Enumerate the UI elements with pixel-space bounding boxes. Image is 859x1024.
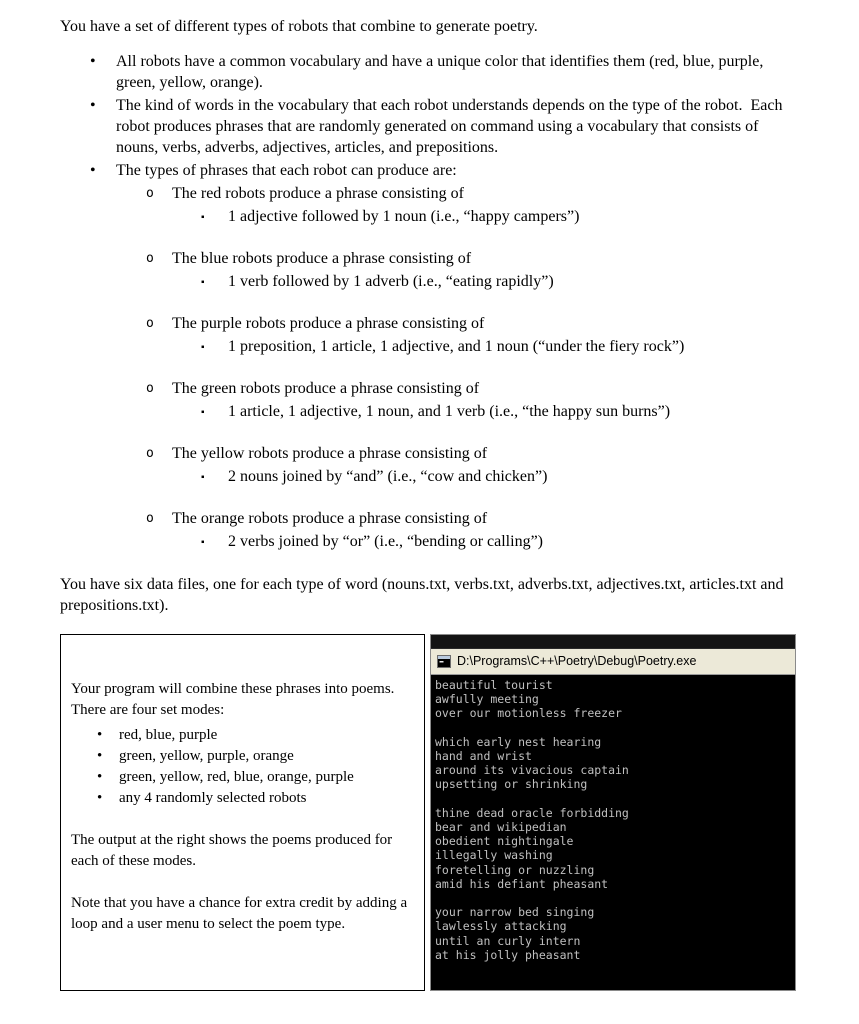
bullet-phrase-types: • The types of phrases that each robot can produce are:	[90, 162, 457, 179]
console-window-screenshot	[430, 634, 796, 991]
bullet-word-kinds: • The kind of words in the vocabulary that each robot understands depends on the type of the robot. Each robot produces phrases that are randomly generated on command using a vocabulary that consists of nouns, verbs, adverbs, adjectives, articles, and prepositions.	[90, 97, 787, 156]
square-bullet-icon: ▪	[201, 537, 205, 548]
console-line: hand and wrist	[435, 749, 532, 763]
console-line: foretelling or nuzzling	[435, 862, 595, 877]
robot-red-detail: ▪ 1 adjective followed by 1 noun (i.e., “happy campers”)	[60, 206, 801, 227]
data-files-paragraph: You have six data files, one for each type of word (nouns.txt, verbs.txt, adverbs.txt, adjectives.txt, articles.txt and prepositions.txt).	[60, 576, 788, 614]
mode-item: • green, yellow, purple, orange	[71, 746, 416, 767]
robot-red-heading: o The red robots produce a phrase consisting of	[146, 185, 464, 202]
console-line: obedient nightingale	[435, 834, 574, 849]
disc-bullet-icon: •	[97, 790, 103, 806]
bottom-section	[60, 634, 801, 991]
disc-bullet-icon: •	[90, 162, 96, 179]
console-window-icon	[437, 655, 451, 668]
output-note: The output at the right shows the poems produced for each of these modes.	[71, 832, 396, 869]
mode-item: • any 4 randomly selected robots	[71, 788, 416, 809]
disc-bullet-icon: •	[90, 53, 96, 70]
console-line	[435, 792, 791, 806]
console-line: amid his defiant pheasant	[435, 876, 609, 891]
console-output	[431, 675, 795, 990]
bullet-vocabulary: • All robots have a common vocabulary and have a unique color that identifies them (red, blue, purple, green, yellow, orange).	[90, 53, 768, 91]
square-bullet-icon: ▪	[201, 277, 205, 288]
robot-yellow-detail: ▪ 2 nouns joined by “and” (i.e., “cow and chicken”)	[60, 466, 801, 487]
robot-blue-detail: ▪ 1 verb followed by 1 adverb (i.e., “eating rapidly”)	[60, 271, 801, 292]
cropped-screenshot-strip	[431, 635, 795, 649]
console-title-text: D:\Programs\C++\Poetry\Debug\Poetry.exe	[457, 654, 697, 668]
robot-blue-section	[60, 248, 801, 292]
console-line: at his jolly pheasant	[435, 947, 581, 962]
circle-bullet-icon: o	[146, 446, 154, 461]
robot-yellow-section	[60, 443, 801, 487]
circle-bullet-icon: o	[146, 511, 154, 526]
mode-item: • green, yellow, red, blue, orange, purple	[71, 767, 416, 788]
robot-orange-detail: ▪ 2 verbs joined by “or” (i.e., “bending or calling”)	[60, 531, 801, 552]
circle-bullet-icon: o	[146, 316, 154, 331]
robot-orange-section	[60, 508, 801, 552]
modes-intro: Your program will combine these phrases into poems. There are four set modes:	[71, 681, 402, 718]
console-line: beautiful tourist	[435, 678, 553, 692]
console-line: awfully meeting	[435, 692, 539, 707]
square-bullet-icon: ▪	[201, 407, 205, 418]
circle-bullet-icon: o	[146, 381, 154, 396]
robot-blue-heading: o The blue robots produce a phrase consisting of	[146, 250, 472, 267]
robot-green-heading: o The green robots produce a phrase consisting of	[146, 380, 480, 397]
console-line	[435, 891, 791, 905]
mode-item: • red, blue, purple	[71, 725, 416, 746]
disc-bullet-icon: •	[97, 748, 103, 764]
robot-orange-heading: o The orange robots produce a phrase consisting of	[146, 510, 488, 527]
console-line: upsetting or shrinking	[435, 777, 588, 792]
console-line: lawlessly attacking	[435, 919, 567, 934]
console-line: around its vivacious captain	[435, 763, 629, 778]
square-bullet-icon: ▪	[201, 472, 205, 483]
robot-yellow-heading: o The yellow robots produce a phrase consisting of	[146, 445, 488, 462]
console-line: bear and wikipedian	[435, 820, 567, 834]
console-line	[435, 721, 791, 735]
robot-purple-detail: ▪ 1 preposition, 1 article, 1 adjective, and 1 noun (“under the fiery rock”)	[60, 336, 801, 357]
console-line: which early nest hearing	[435, 734, 602, 749]
console-line: your narrow bed singing	[435, 905, 595, 920]
robot-green-section	[60, 378, 801, 422]
program-description-box	[60, 634, 425, 991]
square-bullet-icon: ▪	[201, 342, 205, 353]
intro-paragraph: You have a set of different types of robots that combine to generate poetry.	[60, 18, 538, 35]
console-line: thine dead oracle forbidding	[435, 805, 629, 820]
circle-bullet-icon: o	[146, 251, 154, 266]
console-line: over our motionless freezer	[435, 706, 622, 721]
circle-bullet-icon: o	[146, 186, 154, 201]
console-titlebar	[431, 649, 795, 675]
robot-purple-section	[60, 313, 801, 357]
disc-bullet-icon: •	[97, 769, 103, 785]
console-line: until an curly intern	[435, 933, 581, 948]
disc-bullet-icon: •	[90, 97, 96, 114]
extra-credit-note: Note that you have a chance for extra credit by adding a loop and a user menu to select the poem type.	[71, 895, 411, 932]
robot-red-section	[60, 183, 801, 227]
disc-bullet-icon: •	[97, 727, 103, 743]
console-line: illegally washing	[435, 848, 553, 863]
square-bullet-icon: ▪	[201, 212, 205, 223]
robot-green-detail: ▪ 1 article, 1 adjective, 1 noun, and 1 verb (i.e., “the happy sun burns”)	[60, 401, 801, 422]
robot-purple-heading: o The purple robots produce a phrase consisting of	[146, 315, 485, 332]
